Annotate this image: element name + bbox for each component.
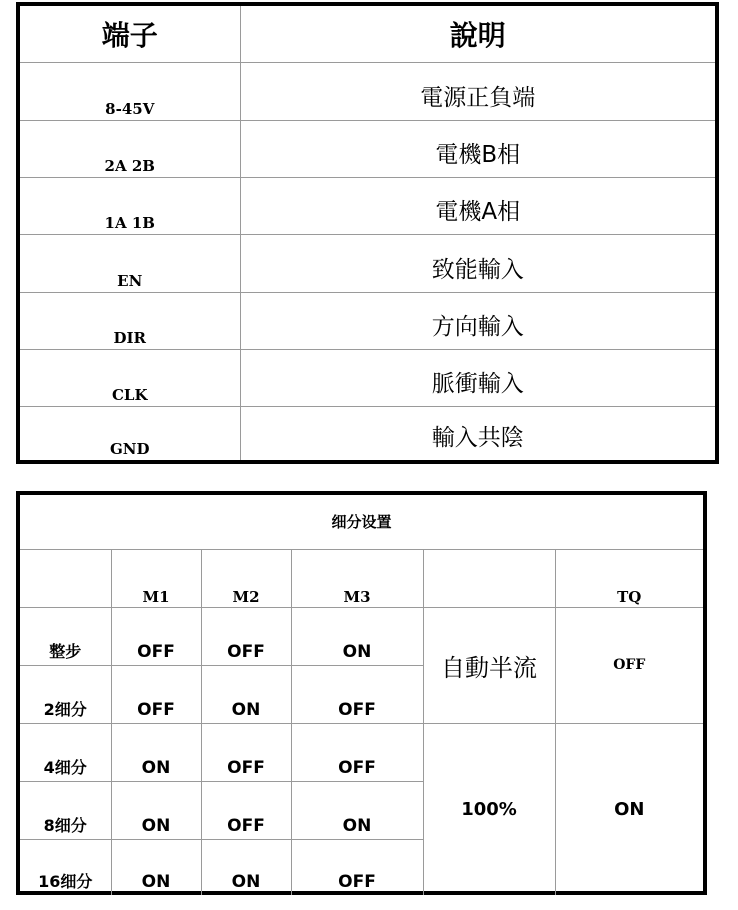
microstep-table: [16, 491, 707, 895]
table-row: [20, 234, 715, 292]
terminal-name: 2A 2B: [20, 120, 240, 177]
terminal-description: 電機B相: [240, 120, 715, 177]
terminal-name: EN: [20, 234, 240, 292]
column-m2: M2: [201, 549, 291, 607]
terminal-name: 8-45V: [20, 62, 240, 120]
m3-value: ON: [291, 781, 423, 839]
corner-cell: [20, 549, 111, 607]
m1-value: ON: [111, 839, 201, 895]
m1-value: OFF: [111, 665, 201, 723]
header-terminal: 端子: [20, 6, 240, 62]
row-label: 16细分: [20, 839, 111, 895]
row-label: 整步: [20, 607, 111, 665]
table-row: [20, 177, 715, 234]
microstep-title: 细分设置: [20, 495, 703, 549]
m2-value: OFF: [201, 723, 291, 781]
terminal-table: [16, 2, 719, 464]
terminal-name: GND: [20, 406, 240, 460]
header-description: 說明: [240, 6, 715, 62]
m1-value: ON: [111, 781, 201, 839]
row-label: 2细分: [20, 665, 111, 723]
m2-value: OFF: [201, 781, 291, 839]
terminal-description: 方向輸入: [240, 292, 715, 349]
terminal-description: 電源正負端: [240, 62, 715, 120]
microstep-column-headers: [20, 549, 703, 607]
m2-value: OFF: [201, 607, 291, 665]
terminal-description: 電機A相: [240, 177, 715, 234]
terminal-description: 脈衝輸入: [240, 349, 715, 406]
tq-value-on: ON: [555, 723, 703, 895]
table-row: [20, 292, 715, 349]
row-label: 4细分: [20, 723, 111, 781]
m2-value: ON: [201, 839, 291, 895]
terminal-name: DIR: [20, 292, 240, 349]
terminal-table-header: [20, 6, 715, 62]
terminal-description: 輸入共陰: [240, 406, 715, 460]
column-m1: M1: [111, 549, 201, 607]
m3-value: OFF: [291, 723, 423, 781]
terminal-description: 致能輸入: [240, 234, 715, 292]
table-row: [20, 120, 715, 177]
current-mode-half: 自動半流: [423, 607, 555, 723]
table-row: [20, 723, 703, 781]
table-row: [20, 349, 715, 406]
column-tq: TQ: [555, 549, 703, 607]
tq-value-off: OFF: [555, 607, 703, 723]
table-row: [20, 62, 715, 120]
current-mode-header: [423, 549, 555, 607]
current-mode-full: 100%: [423, 723, 555, 895]
terminal-name: 1A 1B: [20, 177, 240, 234]
terminal-name: CLK: [20, 349, 240, 406]
m2-value: ON: [201, 665, 291, 723]
m1-value: ON: [111, 723, 201, 781]
table-row: [20, 607, 703, 665]
m3-value: OFF: [291, 839, 423, 895]
row-label: 8细分: [20, 781, 111, 839]
table-row: [20, 406, 715, 460]
m3-value: OFF: [291, 665, 423, 723]
m3-value: ON: [291, 607, 423, 665]
m1-value: OFF: [111, 607, 201, 665]
column-m3: M3: [291, 549, 423, 607]
